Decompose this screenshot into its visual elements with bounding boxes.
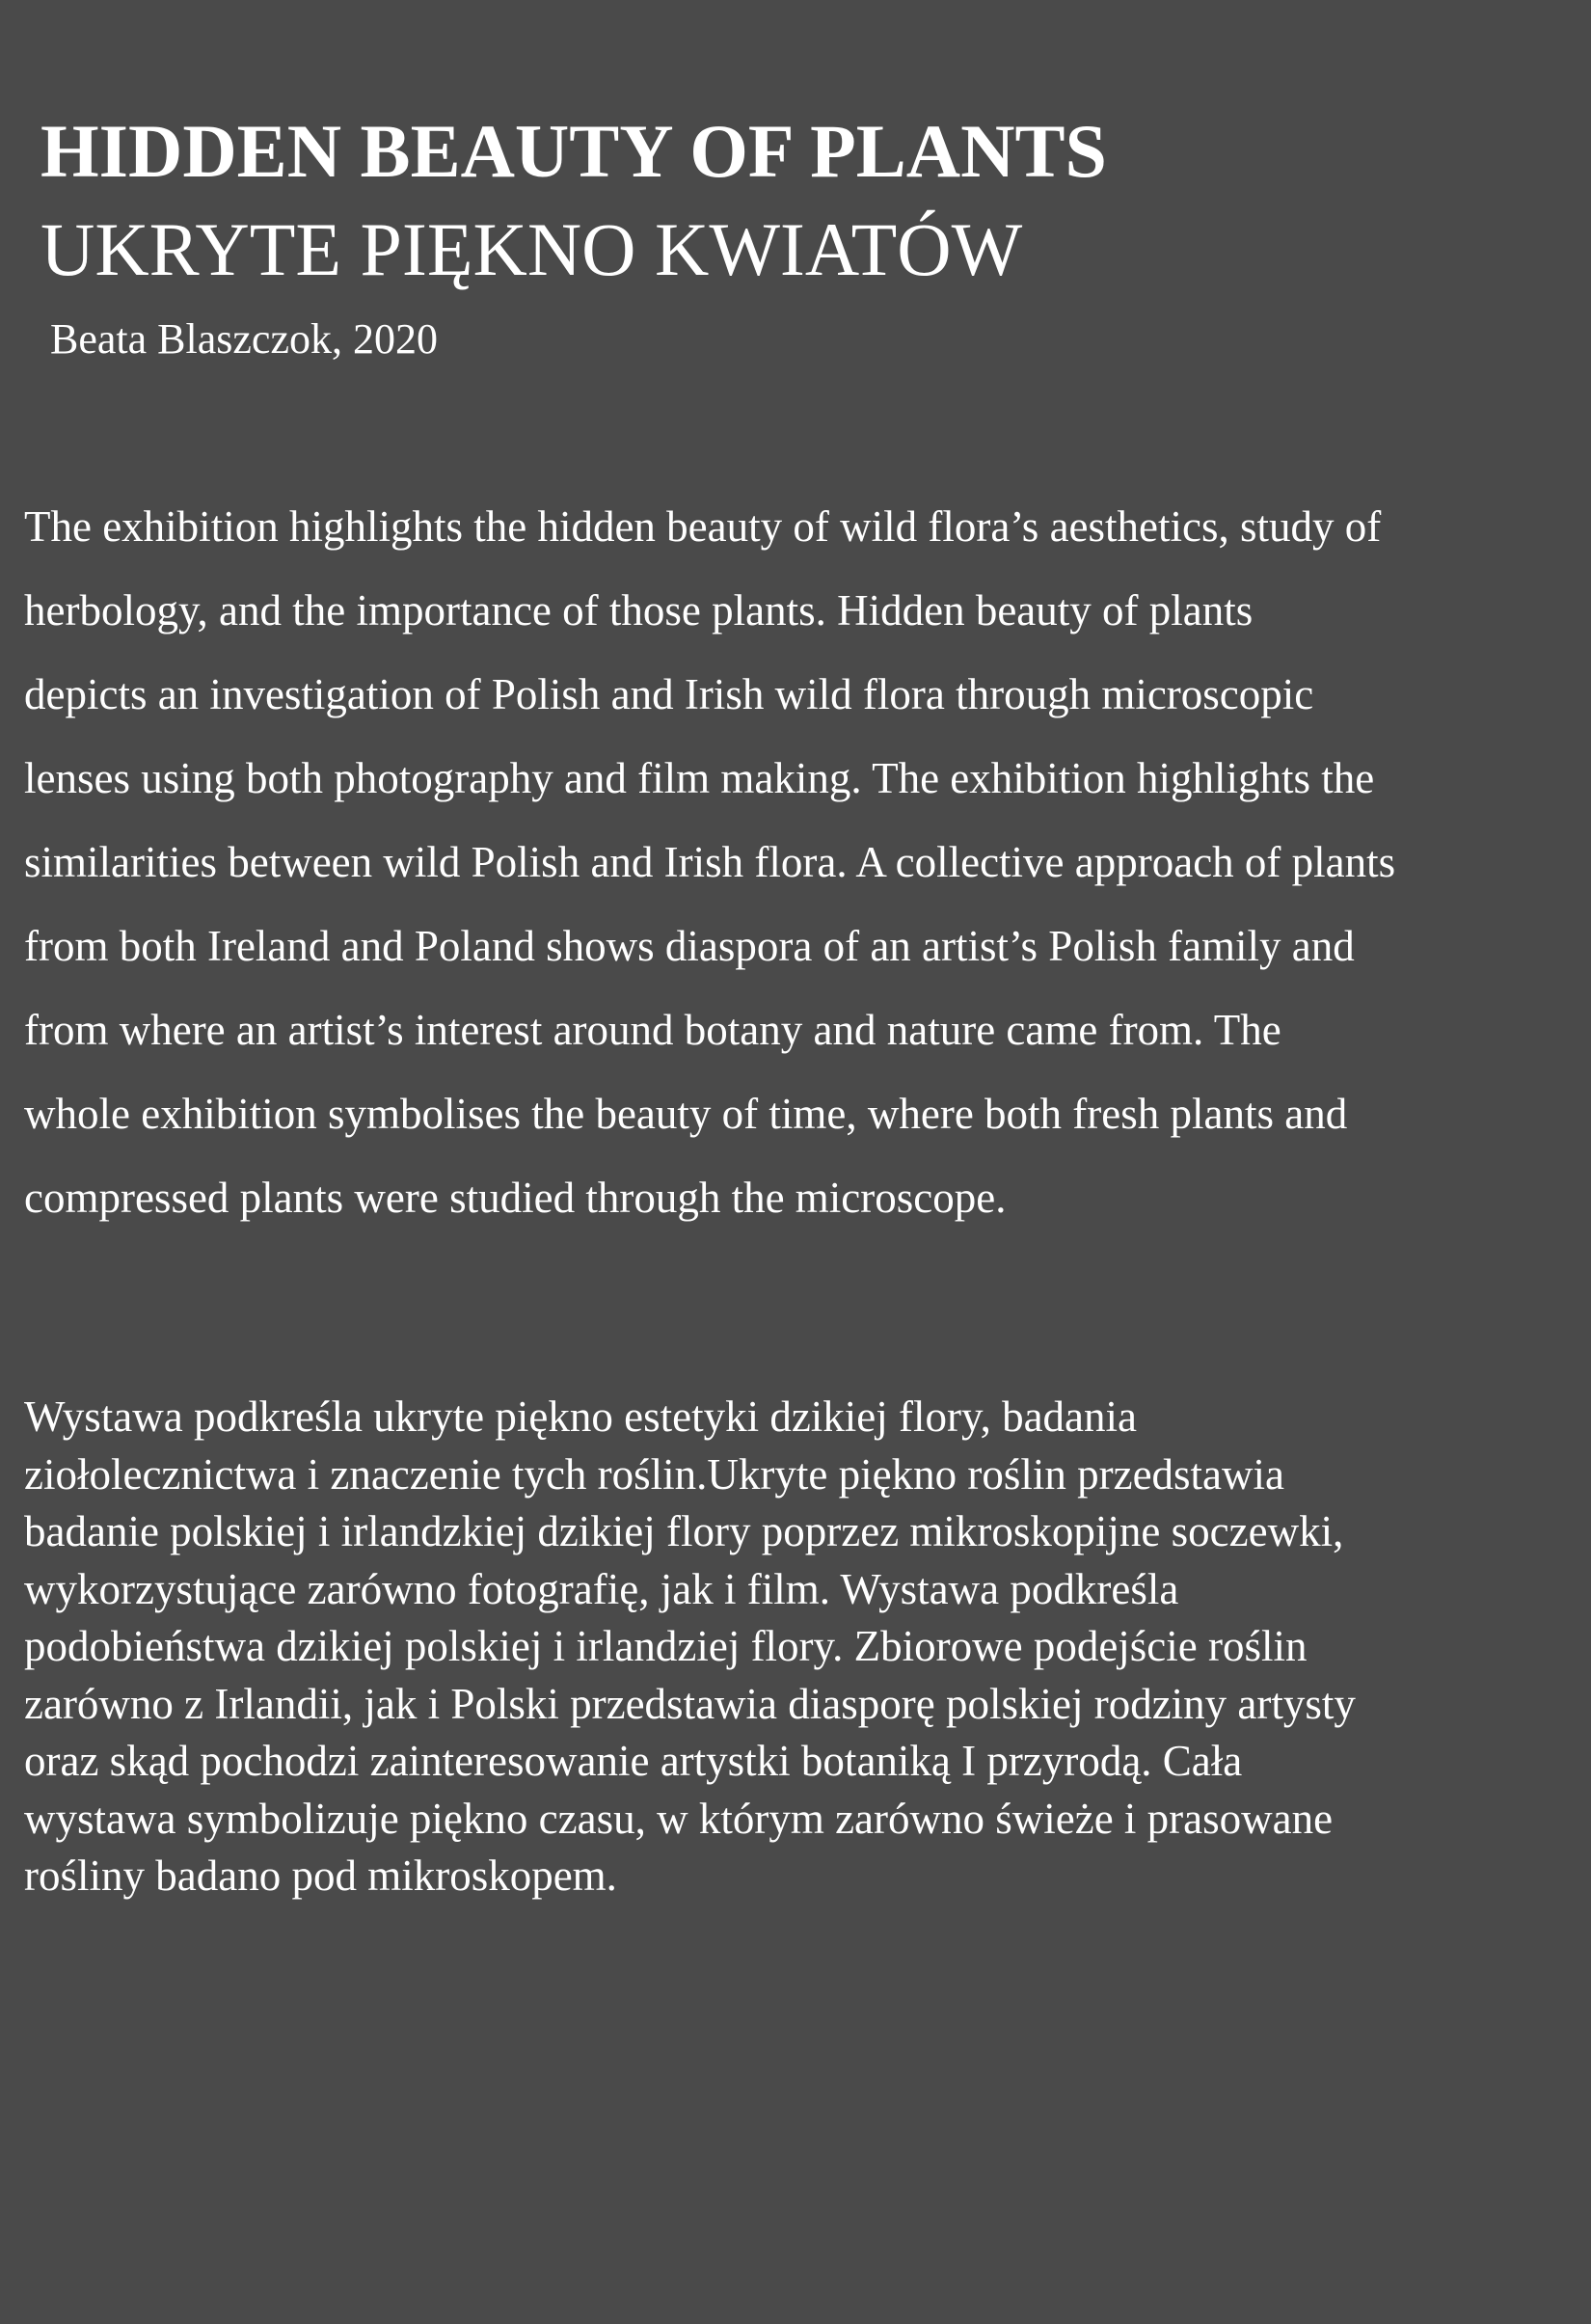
description-english-line: The exhibition highlights the hidden beauty of wild flora’s aesthetics, study of (24, 502, 1382, 551)
description-english-line: depicts an investigation of Polish and Irish wild flora through microscopic (24, 670, 1314, 718)
artist-byline: Beata Blaszczok, 2020 (50, 315, 438, 363)
description-english-line: similarities between wild Polish and Irish flora. A collective approach of plants (24, 838, 1396, 886)
description-polish-line: badanie polskiej i irlandzkiej dzikiej flory poprzez mikroskopijne soczewki, (24, 1507, 1344, 1555)
description-english-line: from both Ireland and Poland shows diaspora of an artist’s Polish family and (24, 922, 1355, 970)
description-polish-line: ziołolecznictwa i znaczenie tych roślin.Ukryte piękno roślin przedstawia (24, 1449, 1284, 1499)
description-polish-line: podobieństwa dzikiej polskiej i irlandziej flory. Zbiorowe podejście roślin (24, 1622, 1308, 1670)
description-polish-line: wykorzystujące zarówno fotografię, jak i film. Wystawa podkreśla (24, 1564, 1179, 1613)
description-english-line: whole exhibition symbolises the beauty of time, where both fresh plants and (24, 1090, 1348, 1138)
description-english-line: from where an artist’s interest around botany and nature came from. The (24, 1006, 1281, 1054)
description-polish-line: oraz skąd pochodzi zainteresowanie artystki botaniką I przyrodą. Cała (24, 1737, 1243, 1785)
description-polish-line: Wystawa podkreśla ukryte piękno estetyki dzikiej flory, badania (24, 1392, 1138, 1441)
description-polish (24, 1389, 1577, 1905)
description-polish-line: rośliny badano pod mikroskopem. (24, 1851, 617, 1900)
description-english-line: compressed plants were studied through the microscope. (24, 1174, 1007, 1222)
title-polish: UKRYTE PIĘKNO KWIATÓW (40, 207, 1023, 291)
title-english: HIDDEN BEAUTY OF PLANTS (40, 109, 1107, 193)
description-polish-line: wystawa symbolizuje piękno czasu, w którym zarówno świeże i prasowane (24, 1794, 1334, 1843)
description-english-line: herbology, and the importance of those plants. Hidden beauty of plants (24, 586, 1254, 635)
description-polish-line: zarówno z Irlandii, jak i Polski przedstawia diasporę polskiej rodziny artysty (24, 1679, 1356, 1728)
description-english (24, 485, 1577, 1240)
description-english-line: lenses using both photography and film making. The exhibition highlights the (24, 754, 1375, 802)
